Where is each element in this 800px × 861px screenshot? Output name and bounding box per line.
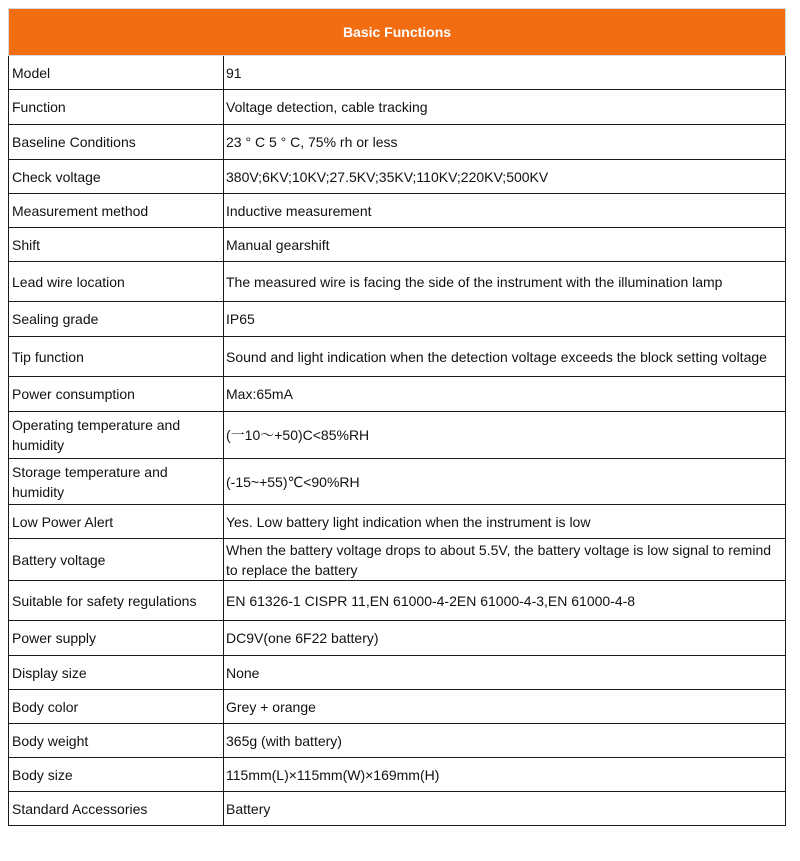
row-value: The measured wire is facing the side of the instrument with the illumination lamp	[224, 262, 786, 302]
row-value: Max:65mA	[224, 377, 786, 412]
row-label: Display size	[9, 656, 224, 690]
row-value: 380V;6KV;10KV;27.5KV;35KV;110KV;220KV;500KV	[224, 160, 786, 194]
row-label: Model	[9, 56, 224, 90]
table-row	[9, 194, 786, 228]
table-title: Basic Functions	[9, 9, 786, 56]
table-row	[9, 539, 786, 581]
table-row	[9, 90, 786, 125]
row-label: Tip function	[9, 337, 224, 377]
table-row	[9, 377, 786, 412]
table-header-row	[9, 9, 786, 56]
row-label: Operating temperature and humidity	[9, 412, 224, 459]
row-label: Body weight	[9, 724, 224, 758]
table-row	[9, 621, 786, 656]
table-row	[9, 581, 786, 621]
row-value: Voltage detection, cable tracking	[224, 90, 786, 125]
row-label: Low Power Alert	[9, 505, 224, 539]
row-value: EN 61326-1 CISPR 11,EN 61000-4-2EN 61000-4-3,EN 61000-4-8	[224, 581, 786, 621]
table-row	[9, 412, 786, 459]
table-row	[9, 690, 786, 724]
table-row	[9, 125, 786, 160]
table-row	[9, 302, 786, 337]
table-row	[9, 792, 786, 826]
row-label: Baseline Conditions	[9, 125, 224, 160]
row-label: Power supply	[9, 621, 224, 656]
table-row	[9, 656, 786, 690]
table-row	[9, 228, 786, 262]
row-value: Grey + orange	[224, 690, 786, 724]
table-row	[9, 459, 786, 505]
row-label: Lead wire location	[9, 262, 224, 302]
row-label: Function	[9, 90, 224, 125]
row-value: Battery	[224, 792, 786, 826]
row-label: Storage temperature and humidity	[9, 459, 224, 505]
table-row	[9, 337, 786, 377]
table-row	[9, 262, 786, 302]
row-value: Yes. Low battery light indication when the instrument is low	[224, 505, 786, 539]
row-value: (-15~+55)℃<90%RH	[224, 459, 786, 505]
row-label: Check voltage	[9, 160, 224, 194]
row-value: 115mm(L)×115mm(W)×169mm(H)	[224, 758, 786, 792]
row-label: Suitable for safety regulations	[9, 581, 224, 621]
table-body	[9, 56, 786, 826]
table-row	[9, 758, 786, 792]
table-row	[9, 505, 786, 539]
row-label: Body size	[9, 758, 224, 792]
row-label: Standard Accessories	[9, 792, 224, 826]
row-label: Power consumption	[9, 377, 224, 412]
table-row	[9, 160, 786, 194]
row-value: None	[224, 656, 786, 690]
specifications-table	[8, 8, 786, 826]
row-value: 91	[224, 56, 786, 90]
row-value: DC9V(one 6F22 battery)	[224, 621, 786, 656]
row-value: 365g (with battery)	[224, 724, 786, 758]
row-label: Body color	[9, 690, 224, 724]
row-value: Sound and light indication when the detection voltage exceeds the block setting voltage	[224, 337, 786, 377]
row-value: IP65	[224, 302, 786, 337]
table-row	[9, 56, 786, 90]
row-label: Shift	[9, 228, 224, 262]
row-label: Battery voltage	[9, 539, 224, 581]
row-label: Sealing grade	[9, 302, 224, 337]
row-label: Measurement method	[9, 194, 224, 228]
row-value: (一10～+50)C<85%RH	[224, 412, 786, 459]
table-row	[9, 724, 786, 758]
row-value: 23 ° C 5 ° C, 75% rh or less	[224, 125, 786, 160]
row-value: When the battery voltage drops to about 5.5V, the battery voltage is low signal to remind to replace the battery	[224, 539, 786, 581]
row-value: Manual gearshift	[224, 228, 786, 262]
row-value: Inductive measurement	[224, 194, 786, 228]
